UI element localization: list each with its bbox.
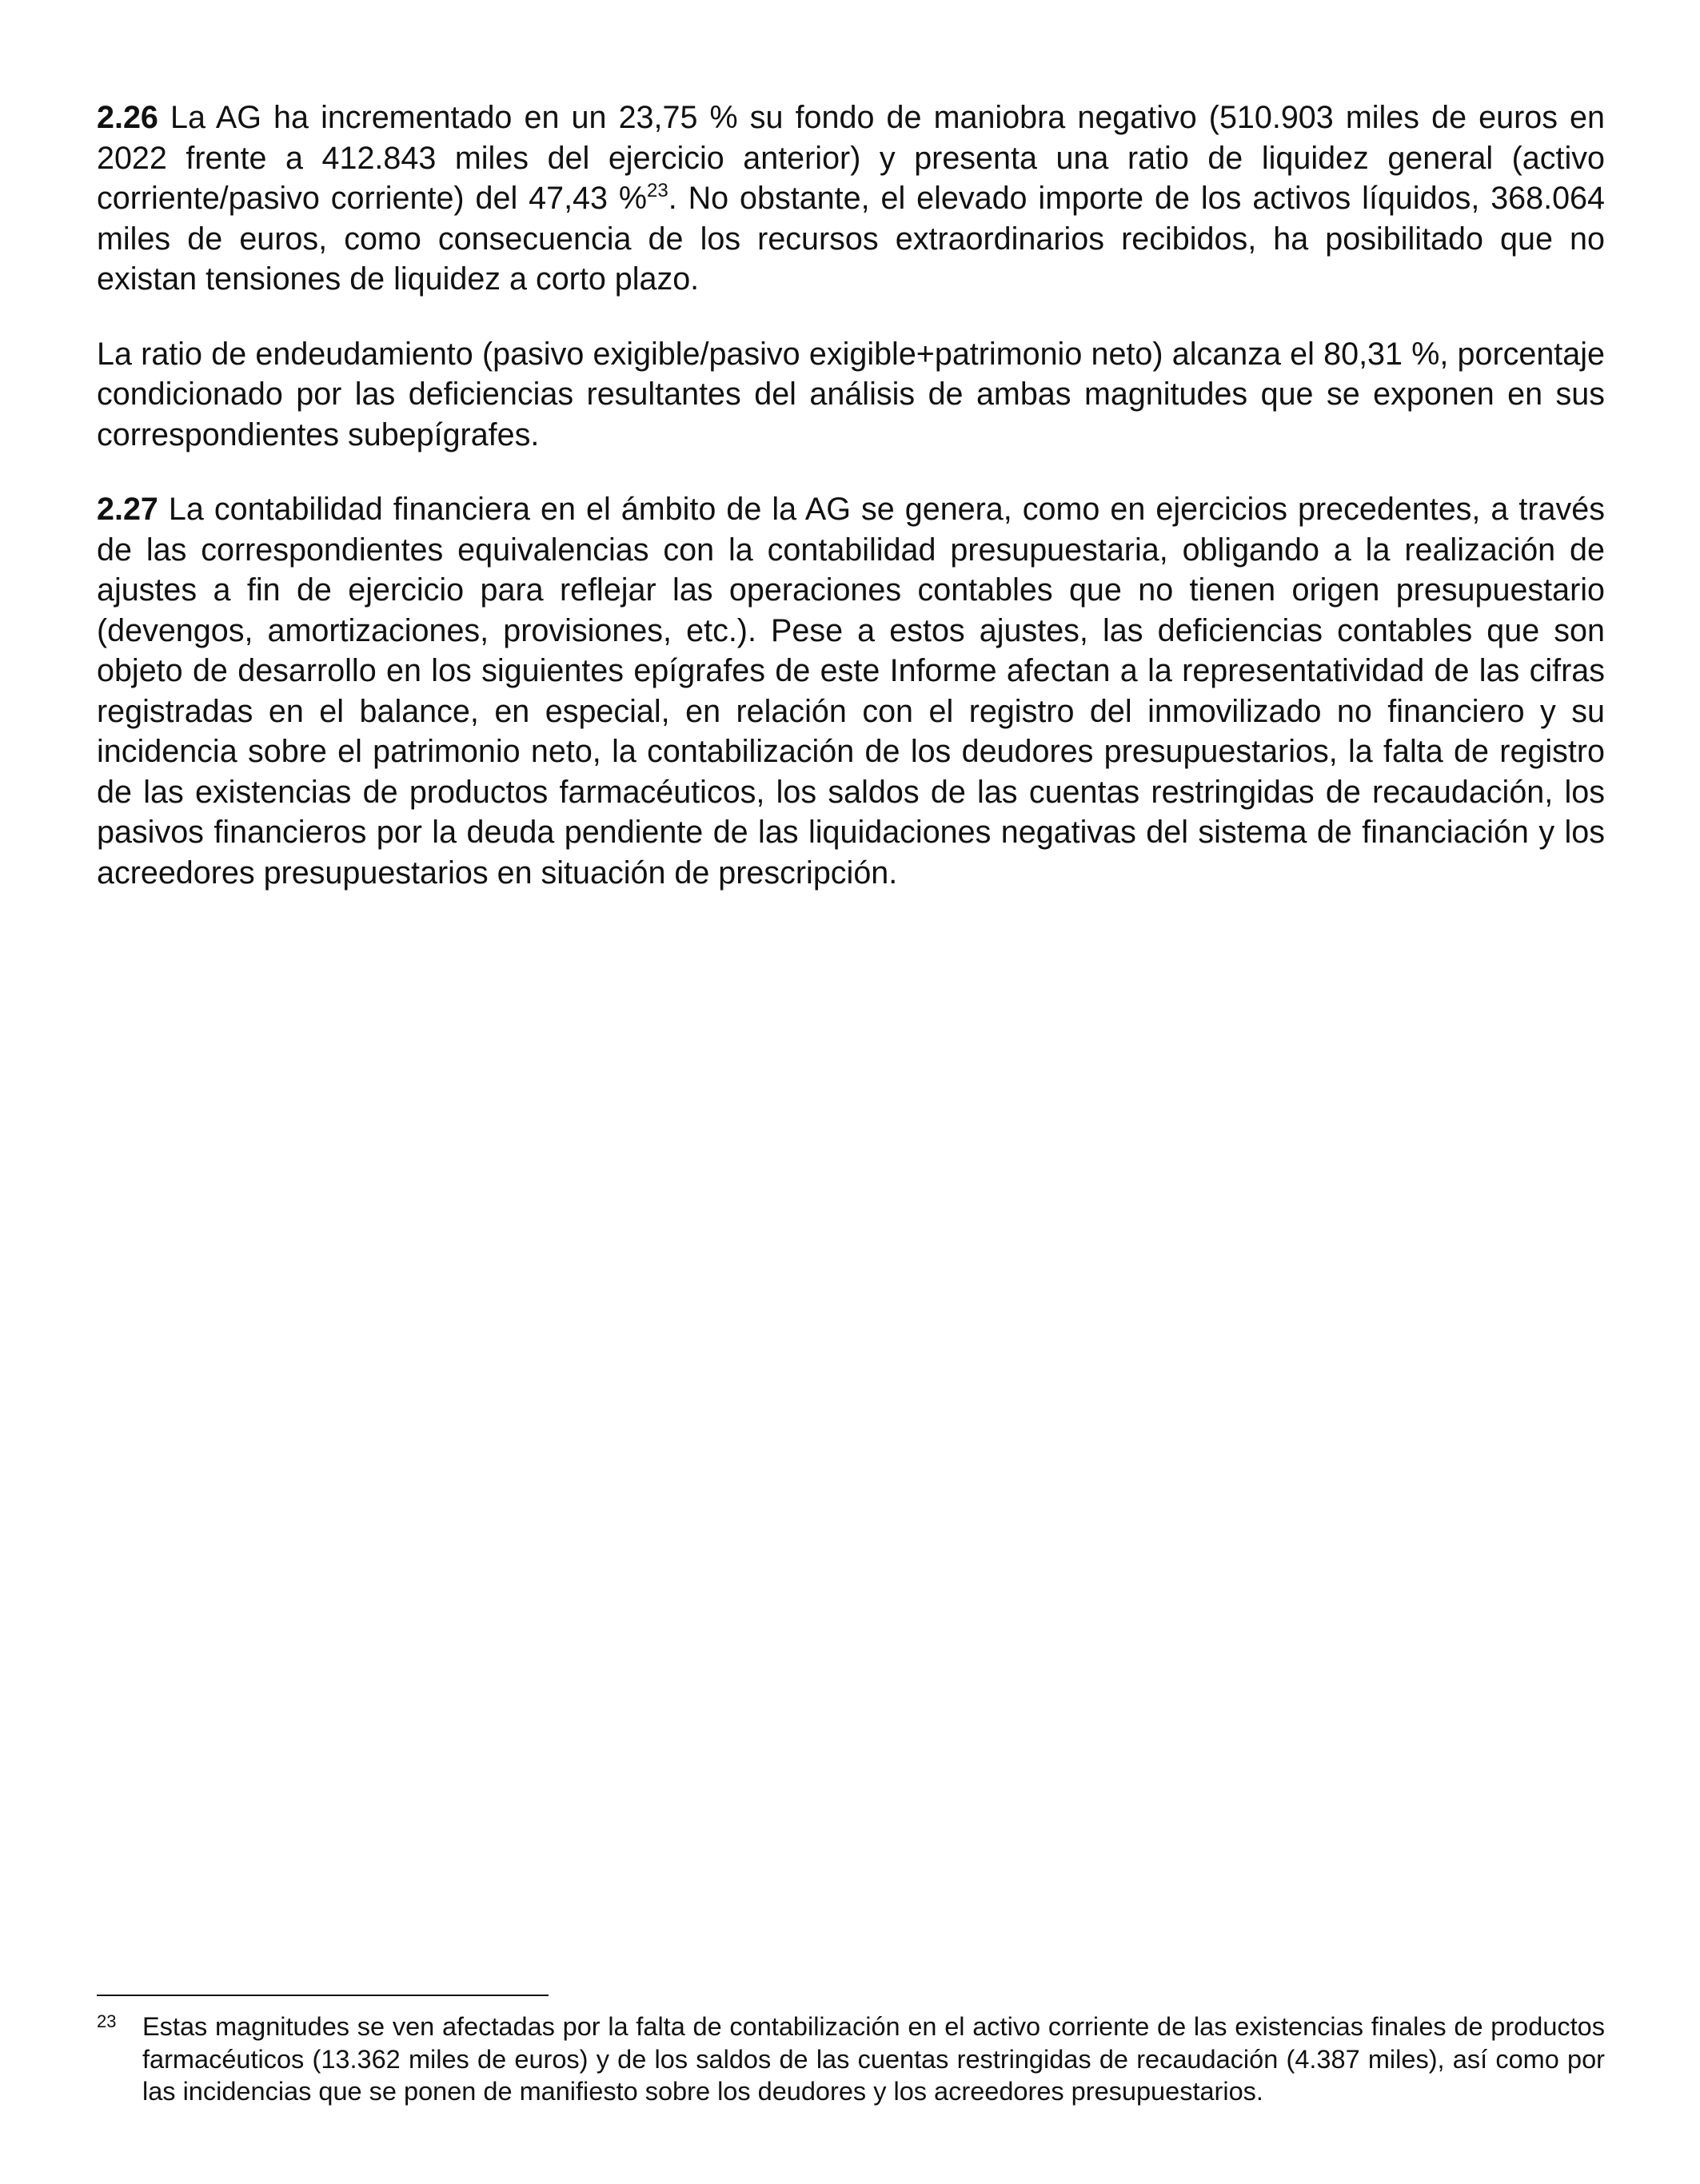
paragraph-debt-ratio xyxy=(97,334,1605,456)
footnote-reference[interactable]: 23 xyxy=(647,180,668,201)
paragraph-text: La ratio de endeudamiento (pasivo exigible/pasivo exigible+patrimonio neto) alcanza el 80,31 %, porcentaje condicionado por las deficiencias resultantes del análisis de ambas magnitudes que se exponen en sus correspondientes subepígrafes. xyxy=(97,336,1605,452)
section-number: 2.26 xyxy=(97,100,158,135)
paragraph-text: La contabilidad financiera en el ámbito de la AG se genera, como en ejercicios precedentes, a través de las correspondientes equivalencias con la contabilidad presupuestaria, obligando a la realización de ajustes a fin de ejercicio para reflejar las operaciones contables que no tienen origen presupuestario (devengos, amortizaciones, provisiones, etc.). Pese a estos ajustes, las deficiencias contables que son objeto de desarrollo en los siguientes epígrafes de este Informe afectan a la representatividad de las cifras registradas en el balance, en especial, en relación con el registro del inmovilizado no financiero y su incidencia sobre el patrimonio neto, la contabilización de los deudores presupuestarios, la falta de registro de las existencias de productos farmacéuticos, los saldos de las cuentas restringidas de recaudación, los pasivos financieros por la deuda pendiente de las liquidaciones negativas del sistema de financiación y los acreedores presupuestarios en situación de prescripción. xyxy=(97,492,1605,891)
footnote-23 xyxy=(97,2011,1605,2108)
footnote-text: Estas magnitudes se ven afectadas por la falta de contabilización en el activo corriente de las existencias finales de productos farmacéuticos (13.362 miles de euros) y de los saldos de las cuentas restringidas de recaudación (4.387 miles), así como por las incidencias que se ponen de manifiesto sobre los deudores y los acreedores presupuestarios. xyxy=(142,2012,1605,2106)
section-number: 2.27 xyxy=(97,492,158,527)
paragraph-text: La AG ha incrementado en un 23,75 % su fondo de maniobra negativo (510.903 miles de euros en 2022 frente a 412.843 miles del ejercicio anterior) y presenta una ratio de liquidez general (activo corriente/pasivo corriente) del 47,43 % xyxy=(97,100,1605,216)
document-body xyxy=(97,98,1605,927)
paragraph-text-continued: . No obstante, el elevado importe de los activos líquidos, 368.064 miles de euros, como consecuencia de los recursos extraordinarios recibidos, ha posibilitado que no existan tensiones de liquidez a corto plazo. xyxy=(97,181,1605,297)
footnote-mark: 23 xyxy=(97,2011,117,2031)
paragraph-2-27 xyxy=(97,489,1605,893)
paragraph-2-26 xyxy=(97,98,1605,300)
footnote-separator xyxy=(97,1995,549,1996)
